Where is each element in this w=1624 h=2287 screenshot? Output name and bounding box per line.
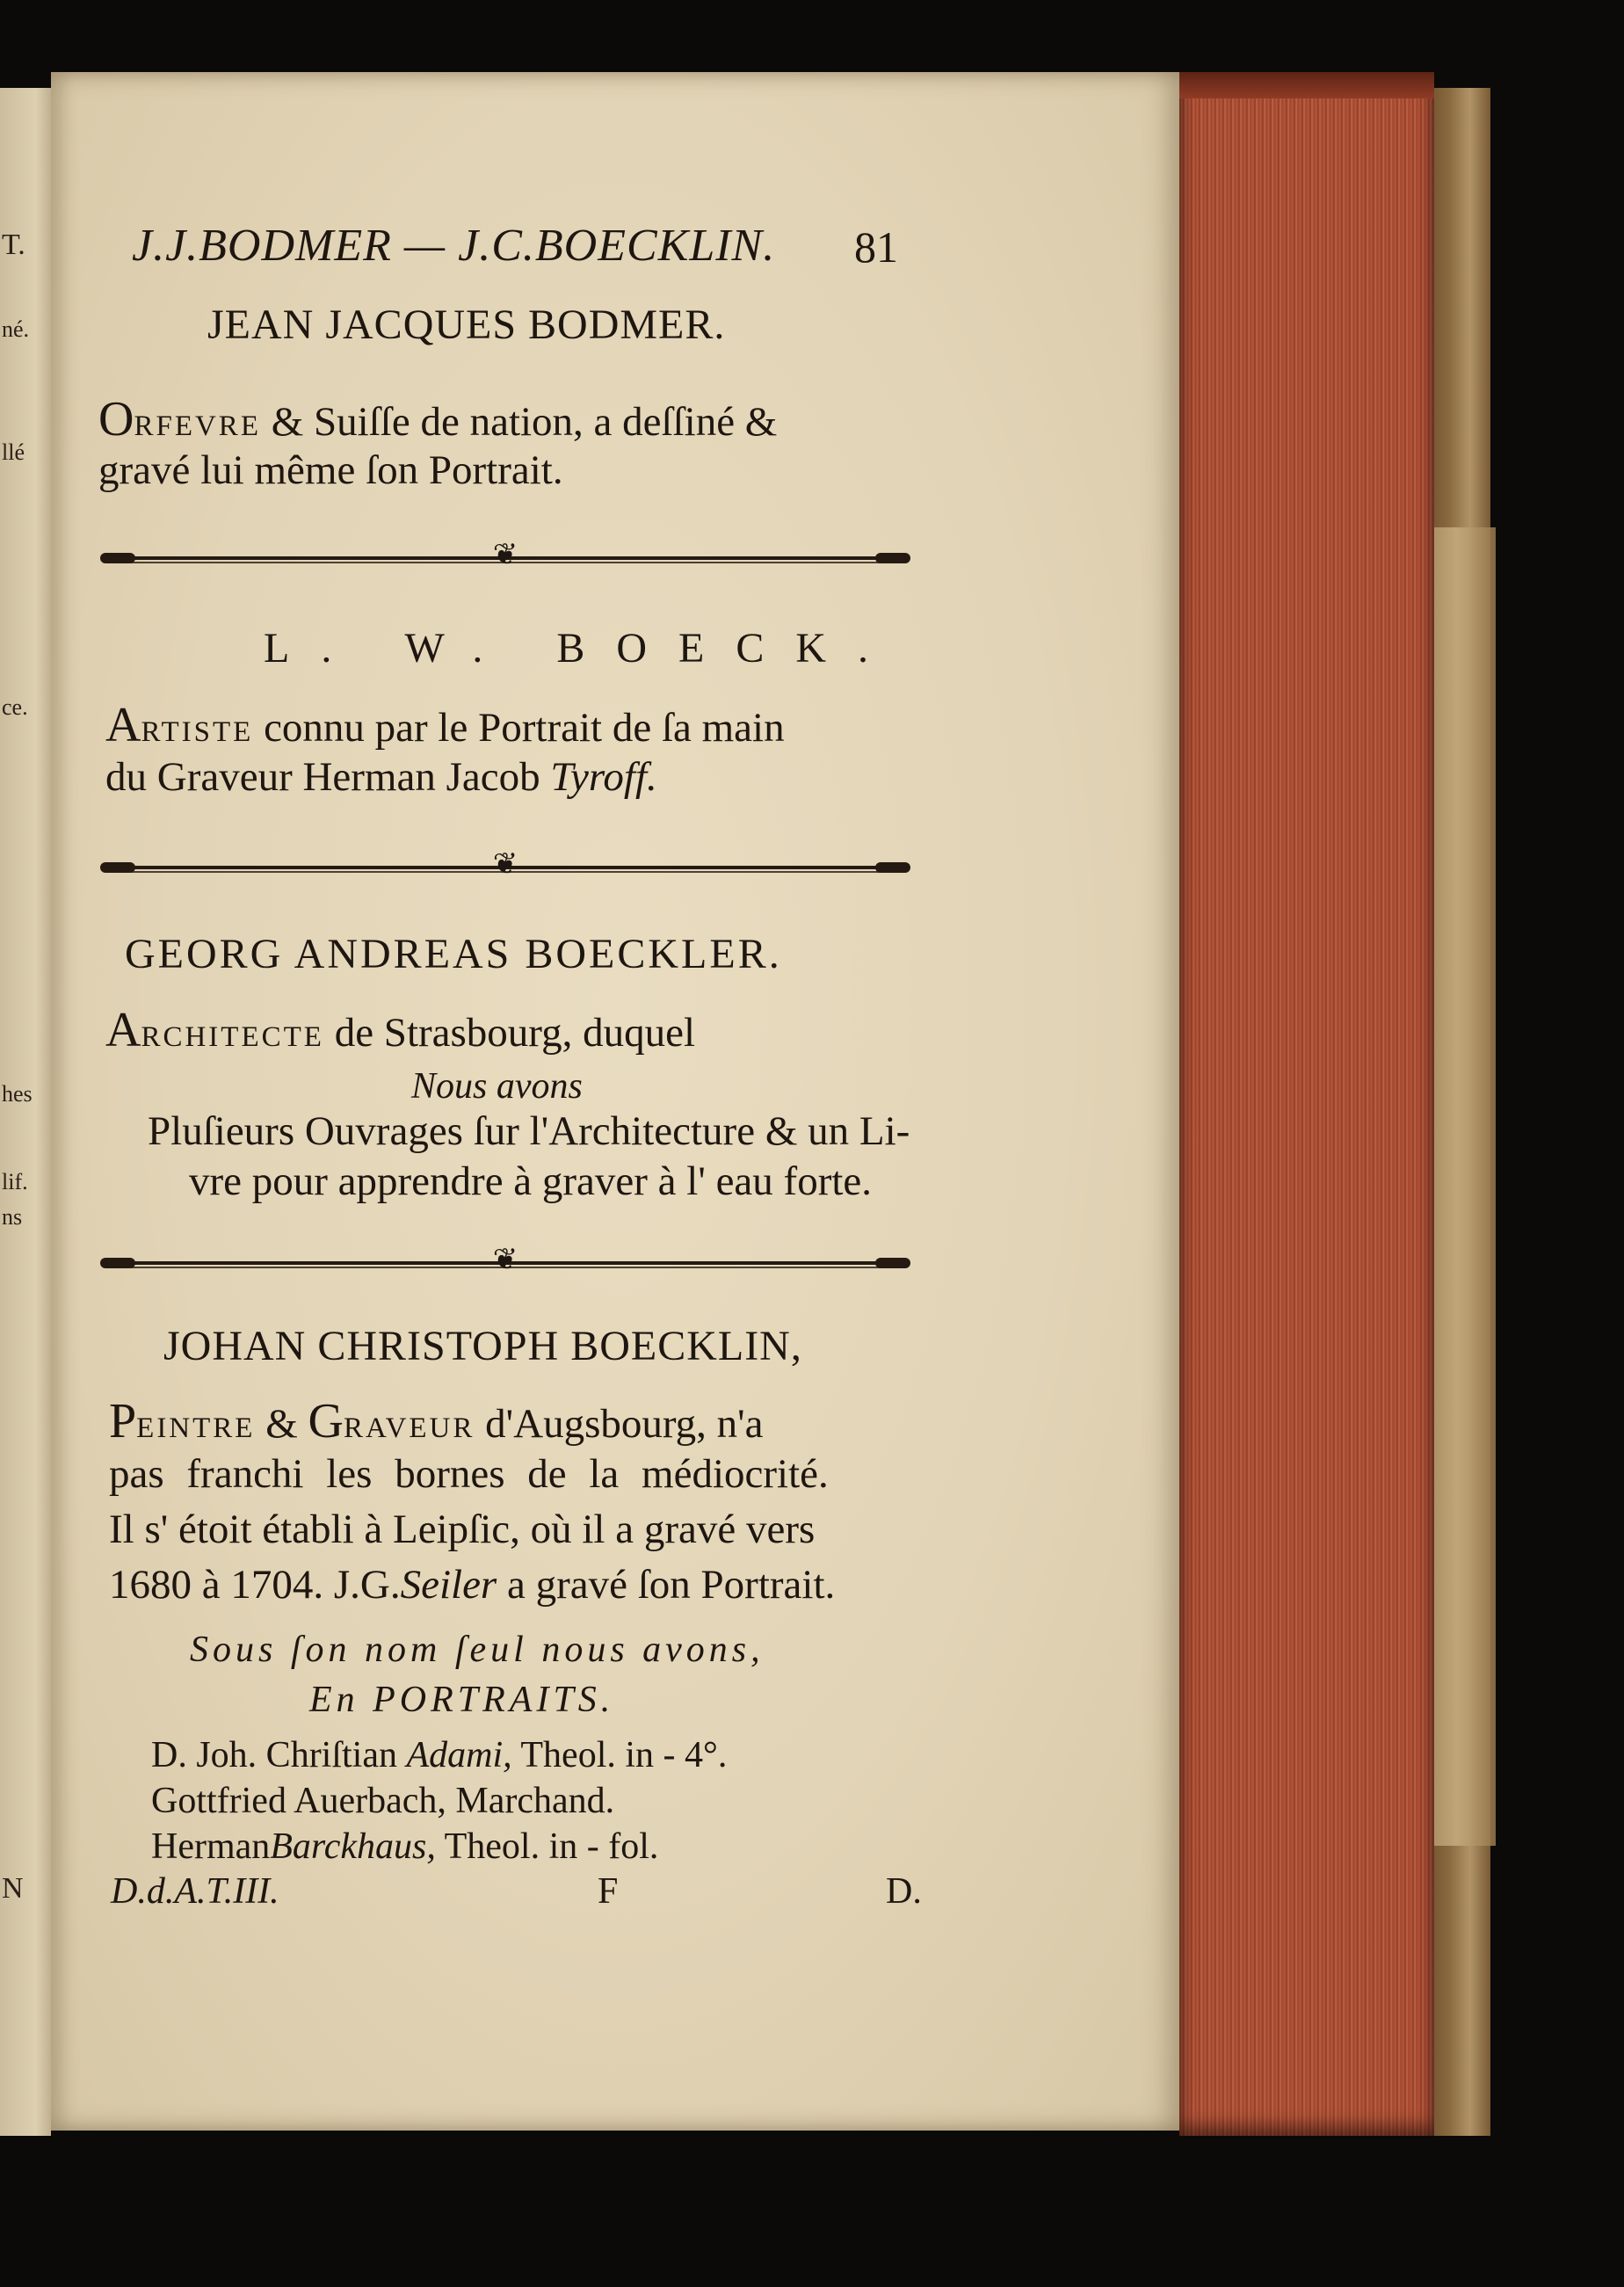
signature-mark: D.d.A.T.III. <box>111 1871 279 1912</box>
text: connu par le Portrait de ſa main <box>264 705 785 751</box>
text: & Suiſſe de nation, a deſſiné & <box>271 399 778 445</box>
left-fragment: hes <box>2 1081 33 1107</box>
left-fragment: N <box>2 1872 24 1905</box>
left-page-edge <box>0 88 51 2136</box>
left-fragment: T. <box>2 229 25 261</box>
initial: G <box>308 1394 344 1448</box>
entry-line-boeck-1 <box>105 697 785 753</box>
smallcaps: EINTRE <box>136 1412 256 1444</box>
text: Gottfried Auerbach, Marchand. <box>151 1781 615 1821</box>
entry-line-boeckler-3: Pluſieurs Ouvrages ſur l'Architecture & un Li- <box>148 1108 910 1154</box>
text: D. Joh. Chriſtian <box>151 1735 397 1775</box>
sheet-letter: F <box>598 1871 619 1912</box>
smallcaps: RAVEUR <box>343 1412 475 1444</box>
text: Theol. in - 4°. <box>520 1735 728 1775</box>
text: 1680 à 1704. J.G. <box>109 1562 401 1608</box>
ornamental-rule <box>105 848 905 881</box>
initial: P <box>109 1394 137 1448</box>
smallcaps: RFEVRE <box>134 410 261 442</box>
left-fragment: llé <box>2 439 25 465</box>
smallcaps: RTISTE <box>141 716 254 748</box>
fleuron-icon: ❦ <box>492 848 518 881</box>
fleuron-icon: ❦ <box>492 1244 518 1276</box>
ornamental-rule <box>105 539 905 571</box>
left-fragment: né. <box>2 316 30 342</box>
text: d'Augsbourg, n'a <box>485 1401 764 1447</box>
initial: A <box>105 1003 141 1057</box>
entry-line-boecklin-sous: Sous ſon nom ſeul nous avons, <box>190 1630 765 1670</box>
portrait-list-item <box>151 1826 658 1868</box>
entry-line-boecklin-en-portraits: En PORTRAITS. <box>309 1680 615 1720</box>
left-fragment: lif. <box>2 1169 28 1194</box>
portrait-list-item <box>151 1734 727 1776</box>
entry-line-bodmer-2: gravé lui même ſon Portrait. <box>98 447 563 493</box>
entry-line-boeckler-nous-avons: Nous avons <box>411 1066 583 1107</box>
entry-line-boeckler-1 <box>105 1002 695 1058</box>
entry-title-boeck: L. W. BOECK. <box>264 625 901 672</box>
page-edges-top <box>1179 72 1434 98</box>
fleuron-icon: ❦ <box>492 539 518 571</box>
running-head: J.J.BODMER — J.C.BOECKLIN. <box>132 221 776 271</box>
ornamental-rule <box>105 1244 905 1276</box>
text: de Strasbourg, duquel <box>334 1010 696 1056</box>
entry-line-boecklin-3: Il s' étoit établi à Leipſic, où il a gravé vers <box>109 1507 816 1552</box>
entry-title-boeckler: GEORG ANDREAS BOECKLER. <box>125 931 782 977</box>
initial: A <box>105 698 141 752</box>
entry-line-boeck-2 <box>105 753 657 801</box>
italic-name: Adami, <box>406 1735 512 1775</box>
smallcaps: RCHITECTE <box>141 1021 324 1053</box>
ampersand: & <box>265 1401 298 1447</box>
catchword: D. <box>886 1871 922 1912</box>
entry-line-boecklin-2: pas franchi les bornes de la médiocrité. <box>109 1451 829 1497</box>
entry-line-bodmer-1 <box>98 391 777 447</box>
left-fragment: ns <box>2 1204 23 1230</box>
italic-name: Tyroff. <box>550 754 657 800</box>
italic-name: Seiler <box>400 1562 497 1608</box>
text: Theol. in - fol. <box>444 1826 659 1867</box>
portrait-list-item <box>151 1780 614 1822</box>
text: a gravé ſon Portrait. <box>506 1562 836 1608</box>
text: Herman <box>151 1826 271 1867</box>
left-fragment: ce. <box>2 694 28 720</box>
page-edges-red <box>1179 72 1434 2136</box>
initial: O <box>98 392 134 447</box>
entry-line-boecklin-1 <box>109 1393 764 1449</box>
entry-line-boeckler-4: vre pour apprendre à graver à l' eau forte. <box>189 1158 873 1204</box>
italic-name: Barckhaus, <box>270 1826 436 1867</box>
entry-line-boecklin-4 <box>109 1561 835 1608</box>
text: du Graveur Herman Jacob <box>105 754 540 800</box>
entry-title-bodmer: JEAN JACQUES BODMER. <box>207 301 726 348</box>
entry-title-boecklin: JOHAN CHRISTOPH BOECKLIN, <box>163 1323 802 1369</box>
page-number: 81 <box>854 222 898 272</box>
